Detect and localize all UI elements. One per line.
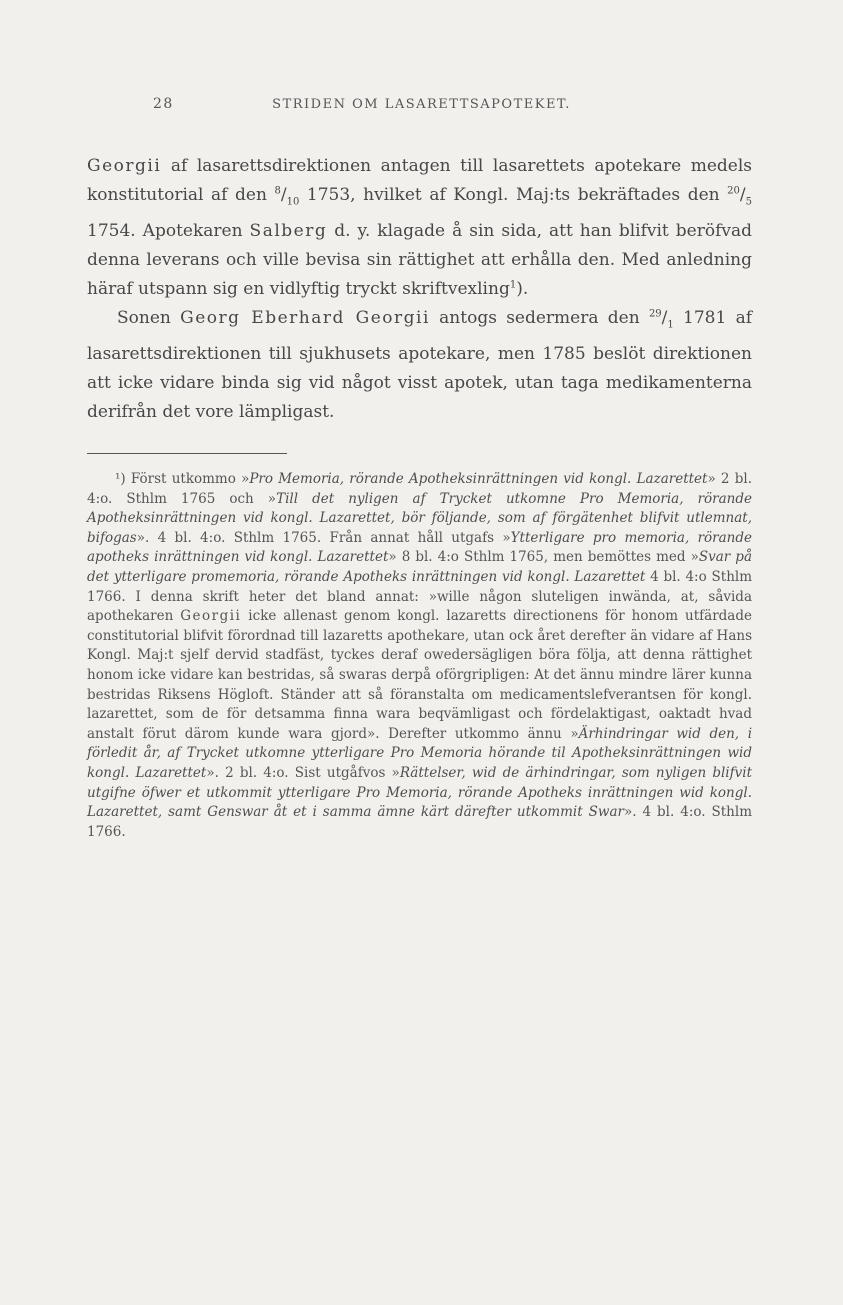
footnote-text: ¹) Först utkommo »Pro Memoria, rörande Apotheksinrättningen vid kongl. Lazarettet» 2 bl. 4:o. Sthlm 1765 och »Till det nyligen af Trycket utkomne Pro Memoria, rörande Apotheksinrättningen vid kongl. Lazarettet, bör följande, som af förgätenhet blifvit utlemnat, bifogas». 4 bl. 4:o. Sthlm 1765. Från annat håll utgafs »Ytterligare pro memoria, rörande apotheks inrättningen vid kongl. Lazarettet» 8 bl. 4:o Sthlm 1765, men bemöttes med »Svar på det ytterligare promemoria, rörande Apotheks inrättningen vid kongl. Lazarettet 4 bl. 4:o Sthlm 1766. I denna skrift heter det bland annat: »wille någon sluteligen inwända, at, såvida apothekaren Georgii icke allenast genom kongl. lazaretts directionens för honom utfärdade constitutorial blifvit förordnad till lazaretts apothekare, utan ock året derefter än vidare af Hans Kongl. Maj:t sjelf dervid stadfäst, tyckes deraf owedersägligen böra följa, att denna rättighet honom icke vidare kan bestridas, så swaras derpå oförgripligen: At det ännu mindre lärer kunna bestridas Riksens Högloft. Ständer att så föranstalta om medicamentslefverantsen för kongl. lazarettet, som de för detsamma finna wara beqvämligast och fördelaktigast, oaktadt hvad anstalt förut därom kunde wara gjord». Derefter utkommo ännu »Ärhindringar wid den, i förledit år, af Trycket utkomne ytterligare Pro Memoria hörande til Apotheksinrättningen wid kongl. Lazarettet». 2 bl. 4:o. Sist utgåfvos »Rättelser, wid de ärhindringar, som nyligen blifvit utgifne öfwer et utkommit ytterligare Pro Memoria, rörande Apotheks inrättningen wid kongl. Lazarettet, samt Genswar åt et i samma ämne kärt därefter utkommit Swar». 4 bl. 4:o. Sthlm 1766. [87,471,753,840]
footnote-divider [87,453,287,454]
footnote-marker: 1 [509,279,517,291]
footnote-mark: ¹) [115,471,126,487]
name-georg-eberhard: Georg Eberhard Georgii [180,308,430,329]
running-header [0,96,843,118]
page-number: 28 [153,96,174,112]
footnote [87,470,752,842]
main-text [87,152,752,428]
name-salberg: Salberg [249,220,328,241]
running-head-title: STRIDEN OM LASARETTSAPOTEKET. [272,97,571,112]
footnote-name-georgii: Georgii [180,608,242,625]
paragraph-1: Georgii af lasarettsdirektionen antagen till lasarettets apotekare medels konstitutorial af den $^8/_{10}$ 1753, hvilket af Kongl. Maj:ts bekräftades den $^{20}/_5$ 1754. Apotekaren Salberg d. y. klagade å sin sida, att han blifvit beröfvad denna leverans och ville bevisa sin rättighet att erhålla den. Med anledning häraf utspann sig en vidlyftig tryckt skriftvexling$^1$). [87,156,752,300]
name-georgii: Georgii [87,156,162,176]
paragraph-2: Sonen Georg Eberhard Georgii antogs sedermera den $^{29}/_1$ 1781 af lasarettsdirektionen till sjukhusets apotekare, men 1785 beslöt direktionen att icke vidare binda sig vid något visst apotek, utan taga medikamenterna derifrån det vore lämpligast. [87,308,753,423]
